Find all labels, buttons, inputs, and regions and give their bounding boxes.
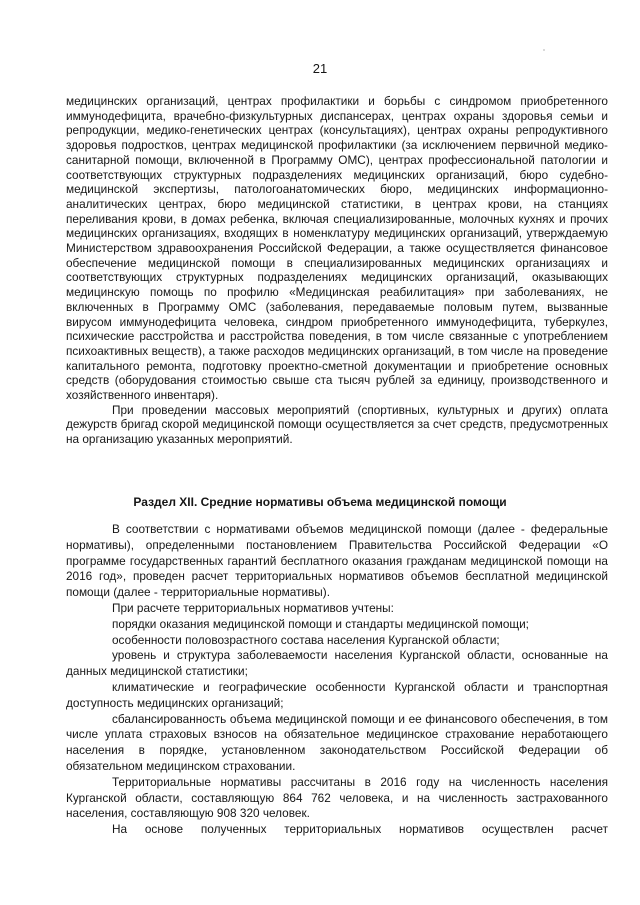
section-text-lower: [66, 522, 608, 838]
page-number: 21: [312, 61, 328, 76]
scan-speck: [543, 49, 545, 51]
paragraph: В соответствии с нормативами объемов медицинской помощи (далее - федеральные нормативы), определенными постановлением Правительства Российской Федерации «О программе государственных гарантий бесплатного оказания гражданам медицинской помощи на 2016 год», проведен расчет территориальных нормативов объемов бесплатной медицинской помощи (далее - территориальные нормативы).: [66, 522, 608, 600]
paragraph: На основе полученных территориальных нормативов осуществлен расчет: [112, 822, 608, 837]
list-item: климатические и географические особенности Курганской области и транспортная доступность медицинских организаций;: [66, 679, 608, 710]
paragraph: Территориальные нормативы рассчитаны в 2016 году на численность населения Курганской области, составляющую 864 762 человека, и на численность застрахованного населения, составляющую 908 320 человек.: [66, 774, 608, 821]
list-item: уровень и структура заболеваемости населения Курганской области, основанные на данных медицинской статистики;: [66, 648, 608, 679]
paragraph: При проведении массовых мероприятий (спортивных, культурных и других) оплата дежурств бригад скорой медицинской помощи осуществляется за счет средств, предусмотренных на организацию указанных мероприятий.: [66, 402, 608, 447]
list-item: порядки оказания медицинской помощи и стандарты медицинской помощи;: [112, 616, 529, 631]
paragraph: медицинских организаций, центрах профилактики и борьбы с синдромом приобретенного иммунодефицита, врачебно-физкультурных диспансерах, центрах охраны здоровья семьи и репродукции, медико-генетических центрах (консультациях), центрах охраны репродуктивного здоровья подростков, центрах медицинской профилактики (за исключением первичной медико-санитарной помощи, включенной в Программу ОМС), центрах профессиональной патологии и соответствующих структурных подразделениях медицинских организаций, бюро судебно-медицинской экспертизы, патологоанатомических бюро, медицинских информационно-аналитических центрах, бюро медицинской статистики, в центрах крови, на станциях переливания крови, в домах ребенка, включая специализированные, молочных кухнях и прочих медицинских организациях, входящих в номенклатуру медицинских организаций, утверждаемую Министерством здравоохранения Российской Федерации, а также осуществляется финансовое обеспечение медицинской помощи в специализированных медицинских организациях и соответствующих структурных подразделениях медицинских организаций, оказывающих медицинскую помощь по профилю «Медицинская реабилитация» при заболеваниях, не включенных в Программу ОМС (заболевания, передаваемые половым путем, вызванные вирусом иммунодефицита человека, синдром приобретенного иммунодефицита, туберкулез, психические расстройства и расстройства поведения, в том числе связанные с употреблением психоактивных веществ), а также расходов медицинских организаций, в том числе на проведение капитального ремонта, подготовку проектно-сметной документации и приобретение основных средств (оборудования стоимостью свыше ста тысяч рублей за единицу, производственного и хозяйственного инвентаря).: [66, 94, 608, 403]
section-text-upper: [66, 94, 608, 447]
list-item: особенности половозрастного состава населения Курганской области;: [112, 632, 500, 647]
list-item: сбалансированность объема медицинской помощи и ее финансового обеспечения, в том числе уплата страховых взносов на обязательное медицинское страхование неработающего населения в порядке, установленном законодательством Российской Федерации об обязательном медицинском страховании.: [66, 711, 608, 773]
paragraph: При расчете территориальных нормативов учтены:: [112, 600, 394, 615]
section-heading: Раздел XII. Средние нормативы объема медицинской помощи: [133, 495, 507, 509]
